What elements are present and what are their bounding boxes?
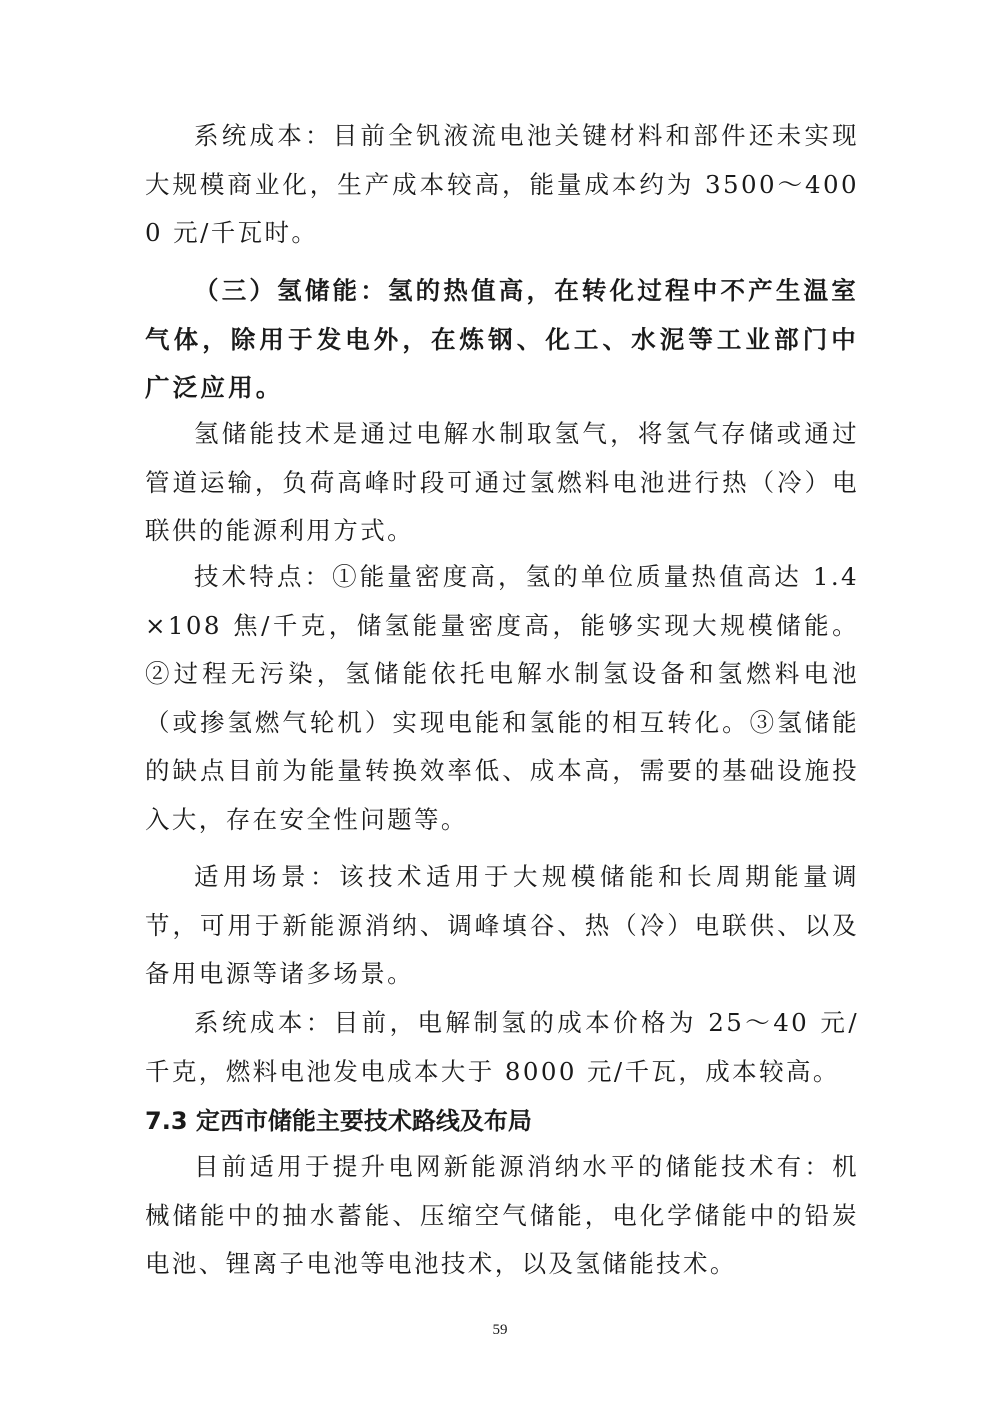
- page-number: 59: [492, 1322, 508, 1338]
- section-intro-paragraph: 目前适用于提升电网新能源消纳水平的储能技术有：机械储能中的抽水蓄能、压缩空气储能，电化学储能中的铅炭电池、锂离子电池等电池技术，以及氢储能技术。: [145, 1152, 859, 1278]
- hydrogen-application-scenarios-paragraph: 适用场景：该技术适用于大规模储能和长周期能量调节，可用于新能源消纳、调峰填谷、热（冷）电联供、以及备用电源等诸多场景。: [145, 862, 859, 988]
- hydrogen-system-cost-paragraph: 系统成本：目前，电解制氢的成本价格为 25～40 元/千克，燃料电池发电成本大于 8000 元/千瓦，成本较高。: [145, 1008, 859, 1086]
- hydrogen-storage-intro-paragraph: 氢储能技术是通过电解水制取氢气，将氢气存储或通过管道运输，负荷高峰时段可通过氢燃料电池进行热（冷）电联供的能源利用方式。: [145, 419, 859, 545]
- hydrogen-technical-features-paragraph: 技术特点：①能量密度高，氢的单位质量热值高达 1.4×108 焦/千克，储氢能量密度高，能够实现大规模储能。②过程无污染，氢储能依托电解水制氢设备和氢燃料电池（或掺氢燃气轮机）实现电能和氢能的相互转化。③氢储能的缺点目前为能量转换效率低、成本高，需要的基础设施投入大，存在安全性问题等。: [145, 562, 859, 834]
- section-heading: 7.3 定西市储能主要技术路线及布局: [145, 1107, 532, 1135]
- vanadium-system-cost-paragraph: 系统成本：目前全钒液流电池关键材料和部件还未实现大规模商业化，生产成本较高，能量成本约为 3500～4000 元/千瓦时。: [145, 121, 859, 247]
- hydrogen-storage-subheading: （三）氢储能：氢的热值高，在转化过程中不产生温室气体，除用于发电外，在炼钢、化工、水泥等工业部门中广泛应用。: [145, 276, 859, 402]
